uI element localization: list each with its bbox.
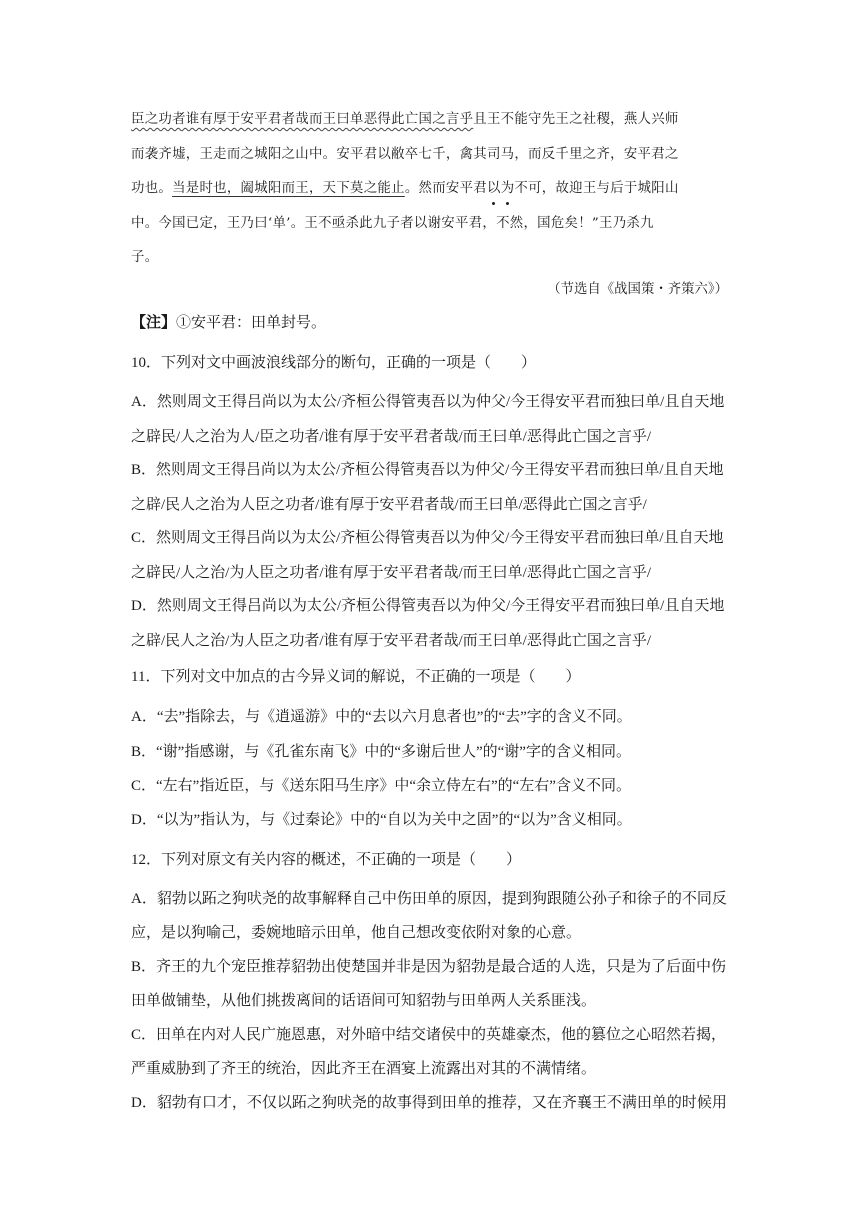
underlined-passage: 当是时也，阖城阳而王，天下莫之能止	[172, 181, 405, 196]
annotation-note	[131, 313, 731, 333]
question-11-stem: 11．下列对文中加点的古今异义词的解说，不正确的一项是（ ）	[131, 669, 581, 685]
passage-text: 不可，故迎王与后于城阳山	[514, 181, 679, 196]
question-10-option-c: C．然则周文王得吕尚以为太公/齐桓公得管夷吾以为仲父/今王得安平君而独曰单/且自天地	[131, 530, 724, 546]
question-10-option-b-cont: 之辟/民人之治为人臣之功者/谁有厚于安平君者哉/而王曰单/恶得此亡国之言乎/	[131, 497, 647, 513]
question-10-option-d-cont: 之辟/民人之治/为人臣之功者/谁有厚于安平君者哉/而王曰单/恶得此亡国之言乎/	[131, 633, 652, 649]
question-11-option-c: C．“左右”指近臣，与《送东阳马生序》中“余立侍左右”的“左右”含义不同。	[131, 778, 631, 794]
passage-line-4: 中。今国已定，王乃曰‘单’。王不亟杀此九子者以谢安平君，不然，国危矣！”王乃杀九	[131, 216, 654, 231]
question-10-option-b: B．然则周文王得吕尚以为太公/齐桓公得管夷吾以为仲父/今王得安平君而独曰单/且自天地	[131, 462, 724, 478]
question-10-option-d: D．然则周文王得吕尚以为太公/齐桓公得管夷吾以为仲父/今王得安平君而独曰单/且自天地	[131, 598, 725, 614]
question-11-option-d: D．“以为”指认为，与《过秦论》中的“自以为关中之固”的“以为”含义相同。	[131, 812, 632, 828]
wavy-underlined-passage: 臣之功者谁有厚于安平君者哉而王曰单恶得此亡国之言乎	[131, 112, 474, 127]
question-10-option-a-cont: 之辟民/人之治为人/臣之功者/谁有厚于安平君者哉/而王曰单/恶得此亡国之言乎/	[131, 429, 652, 445]
question-12-stem: 12．下列对原文有关内容的概述，不正确的一项是（ ）	[131, 852, 522, 868]
question-12-option-d: D．貂勃有口才，不仅以跖之狗吠尧的故事得到田单的推荐，又在齐襄王不满田单的时候用	[131, 1095, 727, 1111]
passage-text: 功也。	[131, 181, 173, 196]
question-12-option-c-cont: 严重威胁到了齐王的统治，因此齐王在酒宴上流露出对其的不满情绪。	[131, 1061, 597, 1077]
dotted-char: 为	[501, 179, 515, 199]
note-text: ①安平君：田单封号。	[176, 315, 327, 331]
passage-line-1	[131, 110, 731, 130]
passage-text: 。然而安平君	[404, 181, 487, 196]
passage-line-3	[131, 179, 731, 199]
question-11-option-a: A．“去”指除去，与《逍遥游》中的“去以六月息者也”的“去”字的含义不同。	[131, 709, 632, 725]
question-11-option-b: B．“谢”指感谢，与《孔雀东南飞》中的“多谢后世人”的“谢”字的含义相同。	[131, 744, 631, 760]
note-label: 【注】	[131, 315, 177, 331]
passage-source: （节选自《战国策・齐策六》）	[547, 282, 728, 297]
passage-line-2: 而袭齐墟，王走而之城阳之山中。安平君以敝卒七千，禽其司马，而反千里之齐，安平君之	[131, 147, 679, 162]
question-12-option-c: C．田单在内对人民广施恩惠，对外暗中结交诸侯中的英雄豪杰，他的篡位之心昭然若揭，	[131, 1027, 727, 1043]
passage-text: 且王不能守先王之社稷，燕人兴师	[473, 112, 679, 127]
question-10-stem: 10．下列对文中画波浪线部分的断句，正确的一项是（ ）	[131, 355, 537, 371]
dotted-char: 以	[487, 179, 501, 199]
question-12-option-b-cont: 田单做铺垫，从他们挑拨离间的话语间可知貂勃与田单两人关系匪浅。	[131, 993, 597, 1009]
question-10-option-c-cont: 之辟民/人之治/为人臣之功者/谁有厚于安平君者哉/而王曰单/恶得此亡国之言乎/	[131, 565, 652, 581]
passage-line-5: 子。	[131, 250, 159, 265]
question-12-option-a: A．貂勃以跖之狗吠尧的故事解释自己中伤田单的原因，提到狗跟随公孙子和徐子的不同反	[131, 891, 727, 907]
question-10-option-a: A．然则周文王得吕尚以为太公/齐桓公得管夷吾以为仲父/今王得安平君而独曰单/且自天地	[131, 394, 725, 410]
question-12-option-a-cont: 应，是以狗喻己，委婉地暗示田单，他自己想改变依附对象的心意。	[131, 925, 582, 941]
question-12-option-b: B．齐王的九个宠臣推荐貂勃出使楚国并非是因为貂勃是最合适的人选，只是为了后面中伤	[131, 959, 727, 975]
